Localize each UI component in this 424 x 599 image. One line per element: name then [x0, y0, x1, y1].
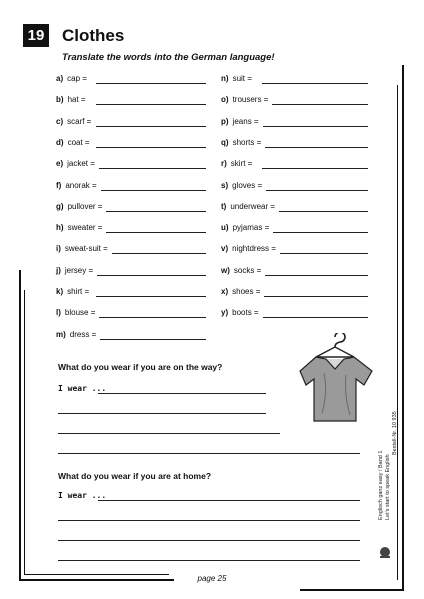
vocab-item [221, 95, 268, 105]
item-letter: q) [221, 137, 229, 147]
answer-blank[interactable] [262, 168, 368, 169]
frame-line-bottom-right [300, 589, 404, 591]
item-word: skirt = [230, 159, 253, 169]
vocab-item [221, 223, 269, 233]
item-word: pyjamas = [232, 223, 270, 233]
item-letter: o) [221, 95, 229, 105]
vocab-item [221, 202, 275, 212]
answer-line-1b[interactable] [58, 413, 266, 414]
vocab-item [221, 138, 261, 148]
item-word: suit = [232, 74, 252, 83]
answer-blank[interactable] [265, 275, 368, 276]
side-order-number: Bestell-Nr. 10 935 [392, 411, 398, 455]
item-letter: v) [221, 244, 229, 254]
vocab-item [56, 223, 102, 233]
vocab-item [56, 330, 96, 340]
answer-blank[interactable] [99, 168, 206, 169]
answer-blank[interactable] [265, 147, 368, 148]
vocab-item [221, 244, 276, 254]
vocab-item [56, 181, 97, 191]
frame-line-left [19, 270, 21, 580]
vocab-item [56, 202, 102, 212]
answer-blank[interactable] [101, 190, 206, 191]
answer-blank[interactable] [112, 253, 206, 254]
item-word: sweat-suit = [64, 244, 108, 254]
exercise-number: 19 [23, 24, 49, 47]
item-letter: u) [221, 223, 229, 233]
page-number: page 25 [197, 574, 227, 583]
item-word: underwear = [230, 201, 276, 211]
item-word: hat = [67, 95, 86, 105]
vocab-item [56, 287, 89, 297]
answer-line-2b[interactable] [58, 520, 360, 521]
page-title: Clothes [62, 26, 125, 45]
vocab-item [56, 308, 95, 318]
item-letter: w) [221, 265, 230, 275]
shirt-on-hanger-icon [294, 333, 376, 428]
vocab-item [56, 138, 90, 148]
vocab-item [56, 266, 93, 276]
item-letter: y) [221, 308, 229, 318]
item-letter: m) [56, 329, 66, 339]
answer-blank[interactable] [96, 147, 206, 148]
item-word: shoes = [232, 287, 261, 296]
item-word: jacket = [67, 159, 95, 169]
item-letter: s) [221, 180, 229, 190]
question-at-home: What do you wear if you are at home? [58, 471, 212, 481]
item-word: boots = [232, 308, 259, 318]
item-letter: i) [56, 244, 61, 254]
answer-blank[interactable] [96, 296, 206, 297]
item-letter: e) [56, 159, 64, 169]
answer-blank[interactable] [96, 104, 206, 105]
frame-line-right-inner [397, 85, 398, 580]
item-word: jeans = [232, 116, 259, 126]
vocab-item [221, 266, 261, 276]
answer-blank[interactable] [97, 275, 206, 276]
vocab-item [221, 287, 260, 297]
answer-blank[interactable] [96, 126, 206, 127]
answer-blank[interactable] [263, 317, 368, 318]
item-letter: k) [56, 287, 64, 296]
item-letter: c) [56, 116, 64, 126]
answer-blank[interactable] [100, 339, 206, 340]
item-letter: t) [221, 201, 227, 211]
answer-prompt-2: I wear ... [58, 491, 107, 500]
publisher-logo [378, 545, 392, 559]
item-letter: n) [221, 74, 229, 83]
answer-line-1a[interactable] [98, 393, 266, 394]
item-word: shorts = [232, 137, 262, 147]
answer-line-2d[interactable] [58, 560, 360, 561]
vocab-item [221, 181, 262, 191]
item-word: shirt = [67, 287, 90, 296]
answer-blank[interactable] [264, 296, 368, 297]
answer-blank[interactable] [279, 211, 368, 212]
item-word: sweater = [67, 223, 103, 233]
answer-blank[interactable] [106, 211, 206, 212]
vocab-item [56, 244, 108, 254]
item-letter: a) [56, 74, 64, 83]
vocab-item [221, 159, 252, 169]
answer-blank[interactable] [99, 317, 206, 318]
item-letter: r) [221, 159, 227, 169]
answer-blank[interactable] [262, 83, 368, 84]
item-word: scarf = [67, 116, 92, 126]
item-letter: j) [56, 265, 61, 275]
item-word: nightdress = [232, 244, 276, 254]
item-letter: p) [221, 116, 229, 126]
answer-line-1d[interactable] [58, 453, 360, 454]
vocab-item [221, 117, 259, 127]
vocab-item [56, 74, 87, 84]
item-word: pullover = [67, 201, 103, 211]
item-word: coat = [67, 137, 90, 147]
item-letter: b) [56, 95, 64, 105]
vocab-item [221, 74, 252, 84]
answer-blank[interactable] [266, 190, 368, 191]
item-word: cap = [67, 74, 87, 83]
frame-line-left-inner [24, 290, 25, 575]
vocab-item [56, 117, 91, 127]
vocab-item [56, 95, 86, 105]
side-book-title: Englisch ganz easy / Band 1 [378, 450, 384, 520]
question-on-the-way: What do you wear if you are on the way? [58, 362, 223, 372]
item-word: anorak = [65, 180, 97, 190]
item-word: blouse = [64, 308, 96, 318]
item-word: gloves = [232, 180, 263, 190]
frame-line-right [402, 65, 404, 590]
item-letter: g) [56, 201, 64, 211]
answer-line-1c[interactable] [58, 433, 280, 434]
item-word: socks = [233, 265, 262, 275]
vocab-item [56, 159, 95, 169]
item-letter: f) [56, 180, 62, 190]
item-word: jersey = [64, 265, 94, 275]
answer-blank[interactable] [273, 232, 368, 233]
answer-blank[interactable] [263, 126, 368, 127]
answer-blank[interactable] [280, 253, 368, 254]
answer-blank[interactable] [272, 104, 368, 105]
vocab-item [221, 308, 259, 318]
answer-prompt-1: I wear ... [58, 384, 107, 393]
instruction: Translate the words into the German language! [62, 52, 275, 63]
answer-blank[interactable] [106, 232, 206, 233]
item-letter: h) [56, 223, 64, 233]
item-letter: l) [56, 308, 61, 318]
answer-line-2c[interactable] [58, 540, 360, 541]
answer-line-2a[interactable] [98, 500, 360, 501]
item-letter: x) [221, 287, 229, 296]
answer-blank[interactable] [96, 83, 206, 84]
item-word: dress = [69, 329, 97, 339]
item-letter: d) [56, 137, 64, 147]
side-book-subtitle: Let's start to speak English [385, 454, 391, 520]
item-word: trousers = [232, 95, 269, 105]
